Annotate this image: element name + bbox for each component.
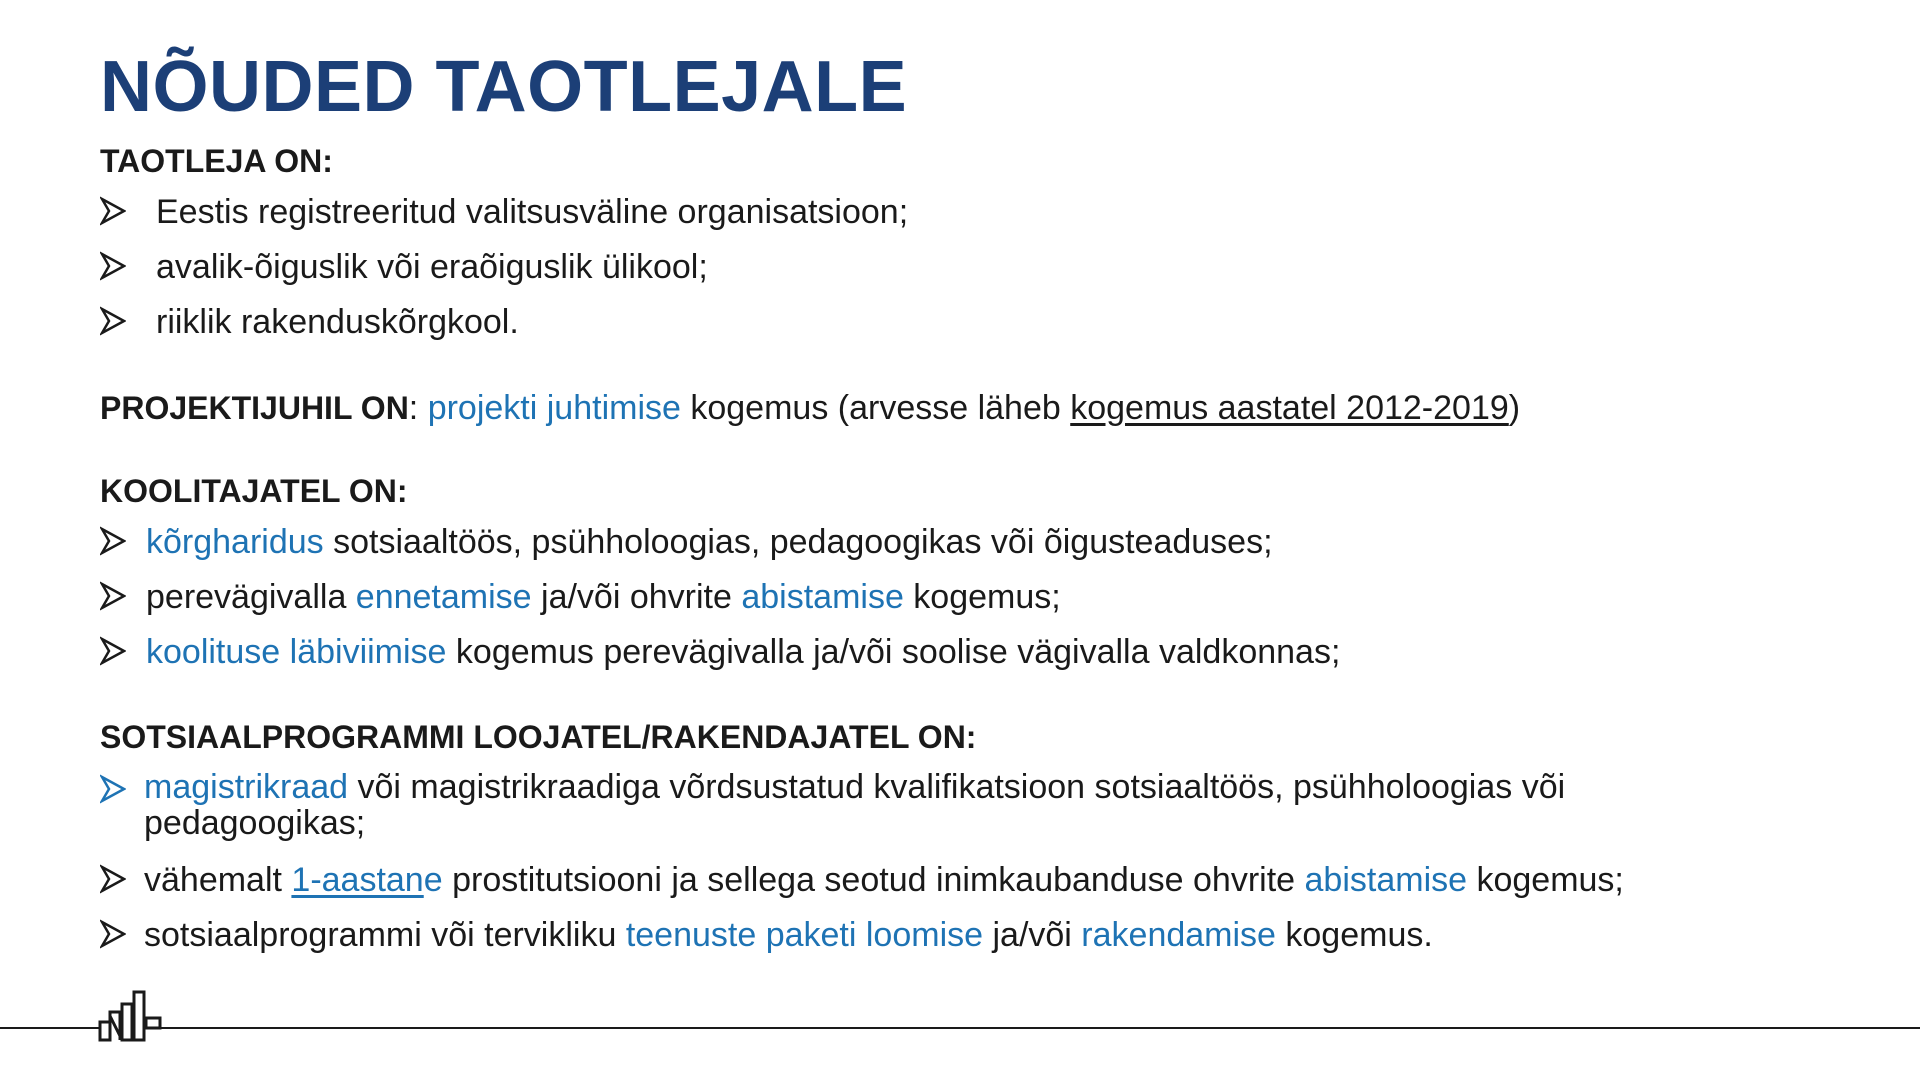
text: kogemus (arvesse läheb: [680, 389, 1071, 427]
arrow-bullet-icon: [100, 306, 126, 336]
highlight-text: ennetamise: [355, 578, 532, 616]
text: või magistrikraadiga võrdsustatud kvalifikatsioon sotsiaaltöös, psühholoogias või pedagoogikas;: [144, 768, 1566, 842]
arrow-bullet-icon: [100, 636, 126, 666]
text: ja/või ohvrite: [531, 578, 742, 616]
arrow-bullet-icon: [100, 251, 126, 281]
highlight-text: kõrgharidus: [146, 523, 324, 561]
text: ): [1508, 389, 1521, 427]
list-item-text: avalik-õiguslik või eraõiguslik ülikool;: [156, 248, 708, 286]
list-item: [100, 302, 908, 357]
text: kogemus;: [903, 578, 1061, 616]
slide-title: NÕUDED TAOTLEJALE: [100, 47, 908, 127]
social-program-heading: SOTSIAALPROGRAMMI LOOJATEL/RAKENDAJATEL ON:: [100, 719, 977, 755]
project-manager-label: PROJEKTIJUHIL ON: [100, 390, 409, 426]
text: vähemalt: [144, 861, 292, 899]
arrow-bullet-icon: [100, 196, 126, 226]
text: ja/või: [983, 916, 1082, 954]
highlight-text: magistrikraad: [144, 768, 349, 806]
list-item: [100, 247, 908, 302]
footer-divider: [0, 1027, 1920, 1029]
trainers-list: [100, 522, 1340, 687]
text: kogemus perevägivalla ja/või soolise vägivalla valdkonnas;: [446, 633, 1341, 671]
list-item-text: riiklik rakenduskõrgkool.: [156, 303, 519, 341]
applicant-heading: TAOTLEJA ON:: [100, 143, 333, 179]
project-manager-line: [100, 388, 1520, 429]
text: e: [423, 861, 443, 899]
text: prostitutsiooni ja sellega seotud inimkaubanduse ohvrite: [442, 861, 1305, 899]
hyperlink[interactable]: 1-aastan: [291, 861, 424, 899]
list-item: [100, 522, 1340, 577]
list-item: [100, 915, 1794, 970]
text: kogemus;: [1467, 861, 1624, 899]
highlight-text: rakendamise: [1081, 916, 1276, 954]
arrow-bullet-icon: [100, 774, 126, 804]
arrow-bullet-icon: [100, 919, 126, 949]
list-item: [100, 860, 1794, 915]
list-item: [100, 577, 1340, 632]
text: :: [408, 389, 428, 427]
highlight-text: koolituse läbiviimise: [146, 633, 447, 671]
text: sotsiaalprogrammi või tervikliku: [144, 916, 626, 954]
list-item-text: Eestis registreeritud valitsusväline organisatsioon;: [156, 193, 909, 231]
arrow-bullet-icon: [100, 581, 126, 611]
highlight-text: teenuste paketi loomise: [625, 916, 984, 954]
arrow-bullet-icon: [100, 526, 126, 556]
text: sotsiaaltöös, psühholoogias, pedagoogikas või õigusteaduses;: [323, 523, 1273, 561]
trainers-heading: KOOLITAJATEL ON:: [100, 473, 408, 509]
list-item: [100, 770, 1794, 860]
city-skyline-logo-icon: [98, 990, 164, 1042]
underlined-text: kogemus aastatel 2012-2019: [1070, 389, 1509, 427]
list-item: [100, 632, 1340, 687]
highlight-text: abistamise: [1304, 861, 1468, 899]
highlight-text: projekti juhtimise: [427, 389, 681, 427]
text: kogemus.: [1275, 916, 1433, 954]
list-item: [100, 192, 908, 247]
applicant-list: [100, 192, 908, 357]
social-program-list: [100, 770, 1794, 970]
highlight-text: abistamise: [741, 578, 904, 616]
arrow-bullet-icon: [100, 864, 126, 894]
text: perevägivalla: [146, 578, 356, 616]
